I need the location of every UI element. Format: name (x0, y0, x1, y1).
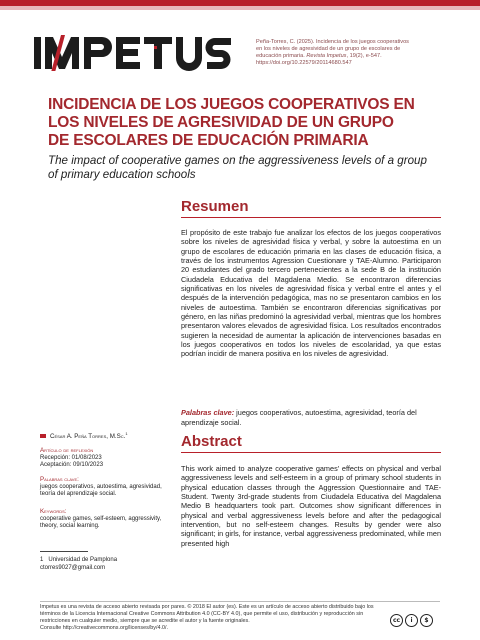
footnote (40, 556, 170, 572)
citation-volume: , 19(2), e-547. (346, 53, 382, 59)
sidebar-palabras (40, 476, 165, 499)
footnote-number: 1 (40, 557, 44, 563)
palabras-label: Palabras clave: (40, 476, 79, 483)
nc-icon: $ (420, 614, 433, 627)
palabras-text: juegos cooperativos, autoestima, agresividad, teoría del aprendizaje social. (40, 483, 162, 498)
citation-line: en los niveles de agresividad de un grupo de escolares de (256, 46, 401, 52)
resumen-body: El propósito de este trabajo fue analizar los efectos de los juegos cooperativos sobre los niveles de agresividad física y verbal, y sobre la autoestima en un grupo de escolares de educación primaria en las clases de educación física, a través de los instrumentos Agression Cuestionare y TAE-Alumno. Participaron 20 estudiantes del grado tercero pertenecientes a la sede B de la institución Ciudadela Educativa del Magdalena Medio. Se encontraron diferencias significativas en los niveles de agresividad física y verbal entre el antes y el después de la intervención pedagógica, mas no se presentaron cambios en los niveles de autoestima. También se encontraron diferencias significativas por género, en las niñas predominó la agresividad verbal, mientras que los hombres presentaron valores elevados de agresividad física. Los resultados encontrados sugieren la necesidad de aumentar la aplicación de intervenciones basadas en los juegos cooperativos en todos los niveles de escolaridad, ya que estas podrían incidir de manera positiva en los niveles de agresividad. (181, 228, 441, 359)
license-link[interactable]: Consulte http://creativecommons.org/licenses/by/4.0/. (40, 625, 168, 631)
impetus-logo (34, 35, 234, 71)
article-type-label: Artículo de reflexión (40, 447, 94, 454)
citation-line: educación primaria. (256, 53, 307, 59)
abstract-heading: Abstract (181, 433, 441, 453)
article-info (40, 447, 165, 470)
sidebar-keywords (40, 508, 165, 531)
keywords-label: Palabras clave: (181, 408, 235, 417)
cc-license-badge[interactable] (390, 614, 450, 627)
author-name: César A. Peña Torres, M.Sc.$^1$ (40, 430, 165, 441)
accepted-date: Aceptación: 09/10/2023 (40, 462, 104, 469)
top-accent-bar-light (0, 6, 480, 10)
license-text: Impetus es una revista de acceso abierto revisada por pares. © 2018 El autor (es). Este es un artículo de acceso abierto distribuido bajo los términos de la Licencia Internacional Creative Commons Attribution 4.0 (CC-BY 4.0), que permite el uso, distribución y reproducción sin restricciones en cualquier medio, siempre que se acredite el autor y la fuente originales. (40, 604, 374, 624)
citation-line: Peña-Torres, C. (2025). Incidencia de los juegos cooperativos (256, 39, 409, 45)
received-date: Recepción: 01/08/2023 (40, 454, 102, 461)
author-marker-icon (40, 434, 46, 438)
journal-name: Revista Impetus (306, 53, 347, 59)
cc-icon: cc (390, 614, 403, 627)
article-title: INCIDENCIA DE LOS JUEGOS COOPERATIVOS EN LOS NIVELES DE AGRESIVIDAD DE UN GRUPO DE ESCOLARES DE EDUCACIÓN PRIMARIA (48, 96, 415, 149)
license-footer (40, 604, 384, 632)
resumen-heading: Resumen (181, 198, 441, 218)
author-email[interactable]: ctorres9027@gmail.com (40, 565, 106, 571)
footnote-affiliation: Universidad de Pamplona (48, 557, 118, 563)
doi-link[interactable]: https://doi.org/10.22579/20114680.547 (256, 60, 352, 66)
keywords-text: juegos cooperativos, autoestima, agresividad, teoría del aprendizaje social. (181, 408, 417, 427)
keywords-text: cooperative games, self-esteem, aggressivity, theory, social learning. (40, 515, 162, 530)
article-subtitle: The impact of cooperative games on the aggressiveness levels of a group of primary education schools (48, 154, 427, 181)
keywords-label: Keywords: (40, 508, 67, 515)
by-icon: i (405, 614, 418, 627)
resumen-keywords (181, 408, 441, 427)
abstract-body: This work aimed to analyze cooperative games' effects on physical and verbal aggressiveness levels and self-esteem in a group of primary school students in physical education classes through the Aggression Questionnaire and TAE- Student. Twenty 3rd-grade students from Ciudadela Educativa del Magdalena Medio B headquarters took part. Outcomes show significant differences in physical and verbal aggressiveness levels before and after the pedagogical intervention, but no self-esteem changes. Results by gender were also significant; in girls, for instance, verbal aggressiveness predominated, while men presented high (181, 464, 441, 548)
footnote-divider (40, 551, 88, 552)
citation-block (256, 39, 456, 67)
footer-divider (40, 601, 440, 602)
